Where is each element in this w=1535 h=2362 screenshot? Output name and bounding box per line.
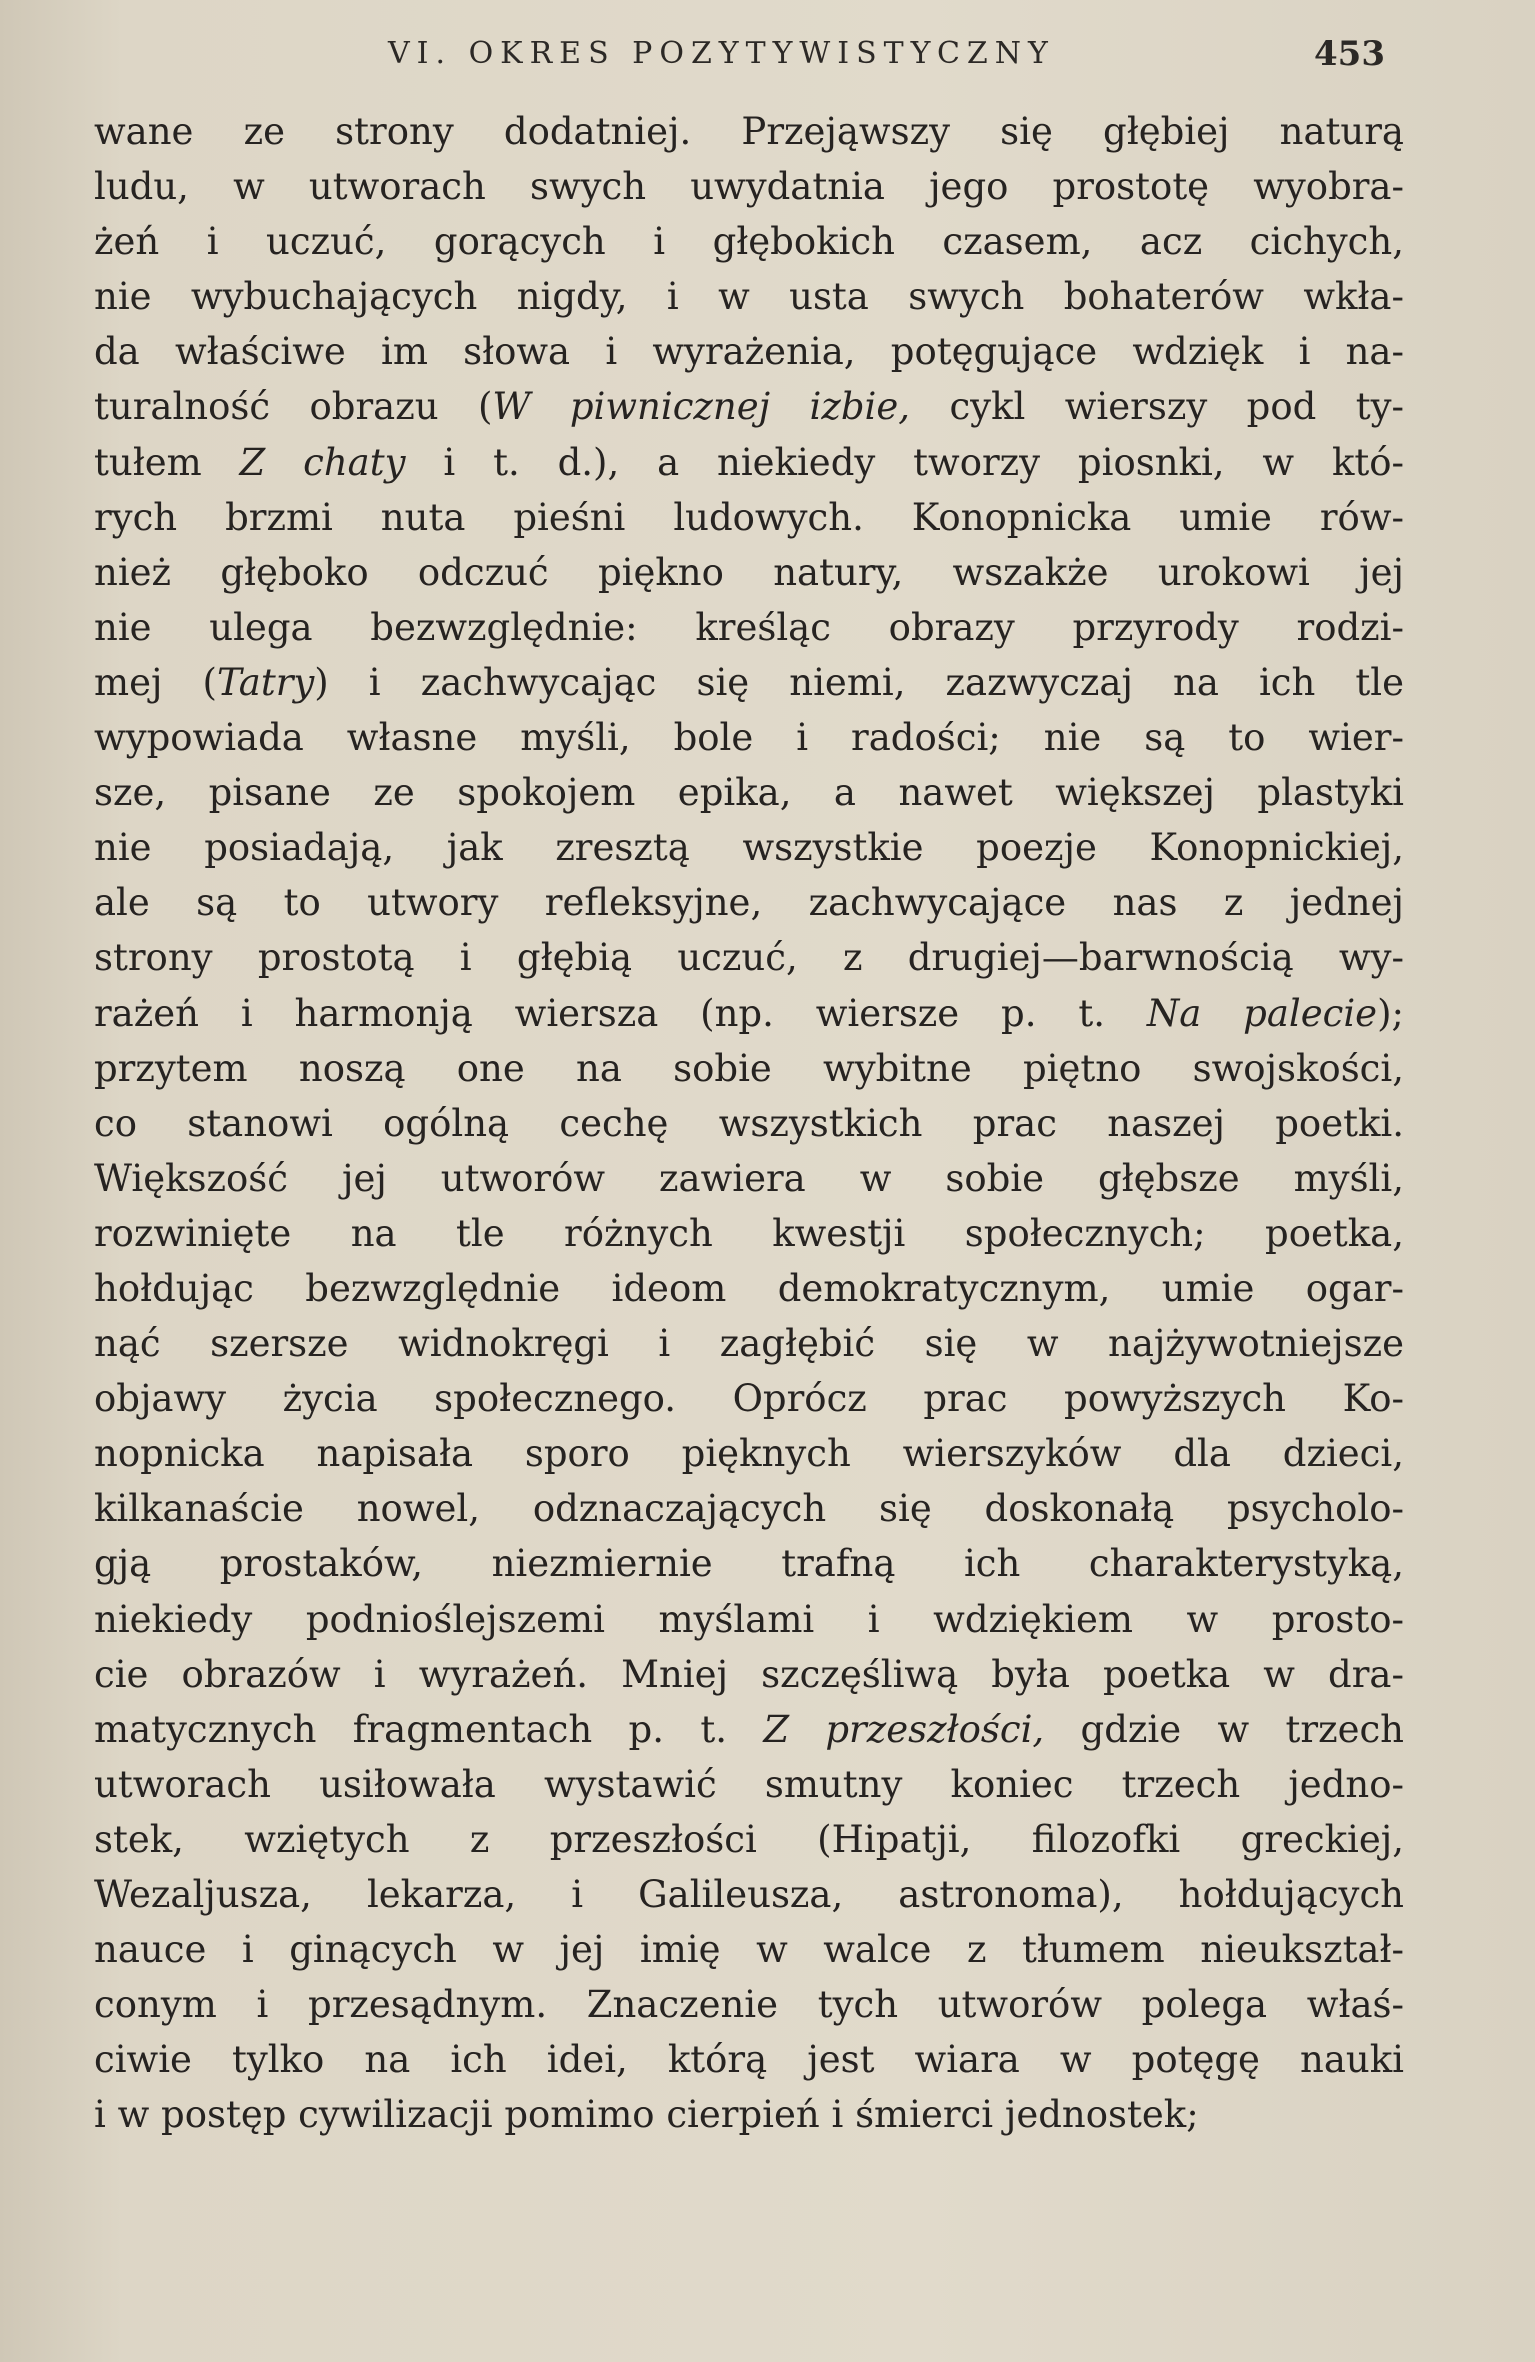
text-segment: i t. d.), a niekiedy tworzy piosnki, w któ- [405, 440, 1405, 484]
text-line [94, 1592, 1404, 1647]
text-segment: conym i przesądnym. Znaczenie tych utworów polega właś- [94, 1983, 1404, 2027]
text-line [94, 875, 1404, 930]
text-line [94, 600, 1404, 655]
text-line [94, 1977, 1404, 2032]
italic-title: Tatry [216, 660, 315, 704]
text-line [94, 1041, 1404, 1096]
text-line [94, 820, 1404, 875]
text-segment: Większość jej utworów zawiera w sobie głębsze myśli, [94, 1156, 1404, 1200]
text-line [94, 1481, 1404, 1536]
text-line [94, 765, 1404, 820]
text-line [94, 1536, 1404, 1591]
text-segment: Wezaljusza, lekarza, i Galileusza, astronoma), hołdujących [94, 1873, 1404, 1916]
text-segment: kilkanaście nowel, odznaczających się doskonałą psycholo- [94, 1487, 1404, 1531]
text-segment: ciwie tylko na ich idei, którą jest wiara w potęgę nauki [94, 2038, 1404, 2082]
text-line [94, 1702, 1404, 1757]
text-line [94, 1206, 1404, 1261]
text-segment: rozwinięte na tle różnych kwestji społecznych; poetka, [94, 1211, 1404, 1255]
text-segment: ludu, w utworach swych uwydatnia jego prostotę wyobra- [94, 165, 1404, 209]
text-line [94, 1426, 1404, 1481]
text-line [94, 710, 1404, 765]
text-segment: niekiedy podnioślejszemi myślami i wdziękiem w prosto- [94, 1597, 1404, 1641]
text-segment: da właściwe im słowa i wyrażenia, potęgujące wdzięk i na- [94, 330, 1404, 374]
text-line [94, 930, 1404, 985]
text-line [94, 269, 1404, 324]
text-line [94, 1757, 1404, 1812]
italic-title: Na palecie [1146, 991, 1378, 1035]
text-line [94, 1371, 1404, 1426]
text-segment: nąć szersze widnokręgi i zagłębić się w najżywotniejsze [94, 1322, 1404, 1366]
text-segment: żeń i uczuć, gorących i głębokich czasem, acz cichych, [94, 220, 1404, 264]
text-segment: wane ze strony dodatniej. Przejąwszy się głębiej naturą [94, 110, 1404, 153]
text-line [94, 324, 1404, 379]
text-line [94, 1922, 1404, 1977]
text-line [94, 2087, 1404, 2142]
text-segment: utworach usiłowała wystawić smutny koniec trzech jedno- [94, 1762, 1404, 1806]
text-segment: sze, pisane ze spokojem epika, a nawet większej plastyki [94, 771, 1404, 815]
text-segment: przytem noszą one na sobie wybitne piętno swojskości, [94, 1046, 1404, 1090]
text-segment: gdzie w trzech [1044, 1707, 1405, 1751]
chapter-title: VI. OKRES POZYTYWISTYCZNY [388, 36, 1055, 71]
text-line [94, 2032, 1404, 2087]
text-line [94, 214, 1404, 269]
text-line [94, 1812, 1404, 1867]
text-segment: ale są to utwory refleksyjne, zachwycające nas z jednej [94, 881, 1404, 925]
text-line [94, 986, 1404, 1041]
text-segment: rych brzmi nuta pieśni ludowych. Konopnicka umie rów- [94, 495, 1404, 539]
text-segment: i w postęp cywilizacji pomimo cierpień i śmierci jednostek; [94, 2093, 1199, 2137]
text-segment: tułem [94, 440, 240, 484]
italic-title: W piwnicznej izbie, [492, 385, 911, 429]
text-segment: strony prostotą i głębią uczuć, z drugiej—barwnością wy- [94, 936, 1404, 980]
text-line [94, 1151, 1404, 1206]
text-segment: objawy życia społecznego. Oprócz prac powyższych Ko- [94, 1377, 1404, 1421]
text-segment: cie obrazów i wyrażeń. Mniej szczęśliwą była poetka w dra- [94, 1652, 1404, 1696]
text-segment: nauce i ginących w jej imię w walce z tłumem nieukształ- [94, 1928, 1404, 1972]
text-segment: mej ( [94, 660, 217, 704]
text-line [94, 159, 1404, 214]
text-segment: hołdując bezwzględnie ideom demokratycznym, umie ogar- [94, 1266, 1404, 1310]
text-segment: nież głęboko odczuć piękno natury, wszakże urokowi jej [94, 550, 1404, 594]
text-line [94, 1261, 1404, 1316]
text-line [94, 545, 1404, 600]
text-segment: co stanowi ogólną cechę wszystkich prac naszej poetki. [94, 1101, 1404, 1145]
text-line [94, 104, 1404, 159]
running-head [388, 36, 1385, 76]
text-segment: nopnicka napisała sporo pięknych wierszyków dla dzieci, [94, 1432, 1404, 1476]
italic-title: Z chaty [239, 440, 406, 484]
text-line [94, 655, 1404, 710]
text-segment: cykl wierszy pod ty- [910, 385, 1404, 429]
text-line [94, 1647, 1404, 1702]
text-line [94, 1316, 1404, 1371]
text-segment: wypowiada własne myśli, bole i radości; nie są to wier- [94, 716, 1404, 760]
text-line [94, 379, 1404, 434]
text-line [94, 435, 1404, 490]
text-segment: nie posiadają, jak zresztą wszystkie poezje Konopnickiej, [94, 826, 1404, 870]
text-segment: ); [1377, 991, 1404, 1035]
text-segment: ) i zachwycając się niemi, zazwyczaj na ich tle [314, 660, 1404, 704]
text-segment: stek, wziętych z przeszłości (Hipatji, filozofki greckiej, [94, 1817, 1404, 1861]
text-segment: matycznych fragmentach p. t. [94, 1707, 764, 1751]
text-segment: nie ulega bezwzględnie: kreśląc obrazy przyrody rodzi- [94, 605, 1404, 649]
body-text [94, 104, 1404, 2142]
page-number: 453 [1314, 34, 1385, 74]
text-line [94, 490, 1404, 545]
text-line [94, 1867, 1404, 1922]
text-segment: nie wybuchających nigdy, i w usta swych bohaterów wkła- [94, 275, 1404, 319]
text-segment: turalność obrazu ( [94, 385, 493, 429]
text-line [94, 1096, 1404, 1151]
text-segment: gją prostaków, niezmiernie trafną ich charakterystyką, [94, 1542, 1404, 1586]
italic-title: Z przeszłości, [763, 1707, 1045, 1751]
text-segment: rażeń i harmonją wiersza (np. wiersze p. t. [94, 991, 1147, 1035]
